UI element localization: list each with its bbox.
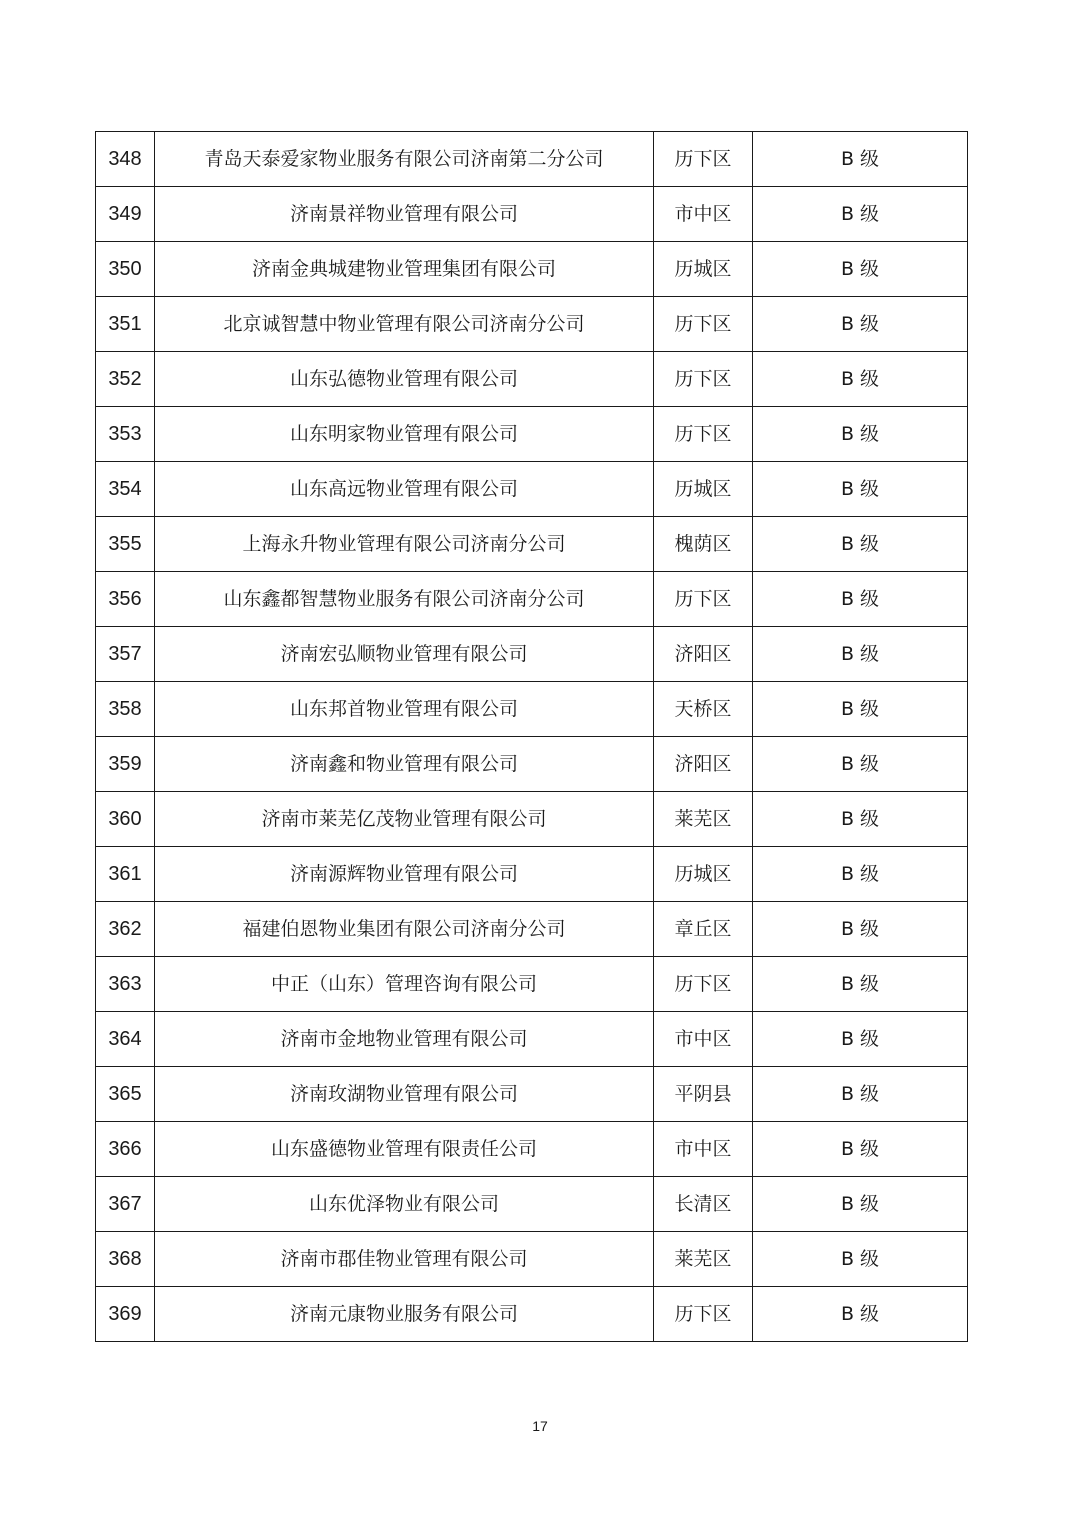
rating-grade: B 级 <box>753 187 968 242</box>
row-number: 367 <box>96 1177 155 1232</box>
district: 平阴县 <box>654 1067 753 1122</box>
district: 历城区 <box>654 242 753 297</box>
row-number: 348 <box>96 132 155 187</box>
table-row <box>96 407 968 462</box>
district: 历下区 <box>654 297 753 352</box>
company-name: 山东弘德物业管理有限公司 <box>155 352 654 407</box>
table-body <box>96 132 968 1342</box>
district: 市中区 <box>654 1012 753 1067</box>
company-name: 上海永升物业管理有限公司济南分公司 <box>155 517 654 572</box>
table-row <box>96 627 968 682</box>
rating-grade: B 级 <box>753 1067 968 1122</box>
company-name: 济南玫湖物业管理有限公司 <box>155 1067 654 1122</box>
district: 历下区 <box>654 572 753 627</box>
company-name: 济南市郡佳物业管理有限公司 <box>155 1232 654 1287</box>
company-name: 山东鑫都智慧物业服务有限公司济南分公司 <box>155 572 654 627</box>
company-name: 济南元康物业服务有限公司 <box>155 1287 654 1342</box>
company-name: 中正（山东）管理咨询有限公司 <box>155 957 654 1012</box>
table-row <box>96 1287 968 1342</box>
row-number: 364 <box>96 1012 155 1067</box>
rating-grade: B 级 <box>753 792 968 847</box>
company-name: 济南鑫和物业管理有限公司 <box>155 737 654 792</box>
district: 历城区 <box>654 462 753 517</box>
row-number: 352 <box>96 352 155 407</box>
row-number: 369 <box>96 1287 155 1342</box>
company-name: 济南市金地物业管理有限公司 <box>155 1012 654 1067</box>
company-name: 济南源辉物业管理有限公司 <box>155 847 654 902</box>
table-row <box>96 1232 968 1287</box>
row-number: 351 <box>96 297 155 352</box>
table-row <box>96 957 968 1012</box>
rating-grade: B 级 <box>753 847 968 902</box>
rating-grade: B 级 <box>753 352 968 407</box>
district: 市中区 <box>654 1122 753 1177</box>
rating-grade: B 级 <box>753 1122 968 1177</box>
table-row <box>96 572 968 627</box>
company-name: 山东盛德物业管理有限责任公司 <box>155 1122 654 1177</box>
table-row <box>96 462 968 517</box>
table-row <box>96 517 968 572</box>
rating-grade: B 级 <box>753 1232 968 1287</box>
company-name: 北京诚智慧中物业管理有限公司济南分公司 <box>155 297 654 352</box>
row-number: 354 <box>96 462 155 517</box>
rating-grade: B 级 <box>753 1012 968 1067</box>
rating-grade: B 级 <box>753 627 968 682</box>
district: 历下区 <box>654 957 753 1012</box>
company-name: 山东高远物业管理有限公司 <box>155 462 654 517</box>
rating-grade: B 级 <box>753 242 968 297</box>
district: 莱芜区 <box>654 1232 753 1287</box>
table-row <box>96 682 968 737</box>
district: 历下区 <box>654 1287 753 1342</box>
rating-grade: B 级 <box>753 572 968 627</box>
table-row <box>96 1067 968 1122</box>
row-number: 357 <box>96 627 155 682</box>
row-number: 362 <box>96 902 155 957</box>
table-row <box>96 132 968 187</box>
row-number: 353 <box>96 407 155 462</box>
rating-grade: B 级 <box>753 1177 968 1232</box>
company-name: 山东优泽物业有限公司 <box>155 1177 654 1232</box>
rating-grade: B 级 <box>753 737 968 792</box>
table-row <box>96 352 968 407</box>
row-number: 358 <box>96 682 155 737</box>
company-name: 济南市莱芜亿茂物业管理有限公司 <box>155 792 654 847</box>
table-row <box>96 1122 968 1177</box>
company-name: 福建伯恩物业集团有限公司济南分公司 <box>155 902 654 957</box>
table-row <box>96 1012 968 1067</box>
row-number: 355 <box>96 517 155 572</box>
rating-grade: B 级 <box>753 407 968 462</box>
district: 济阳区 <box>654 627 753 682</box>
district: 莱芜区 <box>654 792 753 847</box>
district: 章丘区 <box>654 902 753 957</box>
row-number: 349 <box>96 187 155 242</box>
table-row <box>96 737 968 792</box>
page-number: 17 <box>532 1418 548 1434</box>
table-row <box>96 242 968 297</box>
company-name: 山东明家物业管理有限公司 <box>155 407 654 462</box>
district: 历下区 <box>654 132 753 187</box>
company-name: 青岛天泰爱家物业服务有限公司济南第二分公司 <box>155 132 654 187</box>
row-number: 361 <box>96 847 155 902</box>
rating-grade: B 级 <box>753 297 968 352</box>
district: 历下区 <box>654 352 753 407</box>
company-rating-table <box>95 131 968 1342</box>
row-number: 365 <box>96 1067 155 1122</box>
rating-grade: B 级 <box>753 902 968 957</box>
company-name: 山东邦首物业管理有限公司 <box>155 682 654 737</box>
row-number: 368 <box>96 1232 155 1287</box>
district: 济阳区 <box>654 737 753 792</box>
table-row <box>96 847 968 902</box>
row-number: 360 <box>96 792 155 847</box>
district: 长清区 <box>654 1177 753 1232</box>
table-row <box>96 1177 968 1232</box>
district: 市中区 <box>654 187 753 242</box>
row-number: 356 <box>96 572 155 627</box>
rating-grade: B 级 <box>753 132 968 187</box>
rating-grade: B 级 <box>753 682 968 737</box>
table-row <box>96 792 968 847</box>
rating-grade: B 级 <box>753 957 968 1012</box>
table-row <box>96 297 968 352</box>
rating-grade: B 级 <box>753 1287 968 1342</box>
company-name: 济南金典城建物业管理集团有限公司 <box>155 242 654 297</box>
row-number: 350 <box>96 242 155 297</box>
company-name: 济南宏弘顺物业管理有限公司 <box>155 627 654 682</box>
rating-grade: B 级 <box>753 517 968 572</box>
table-row <box>96 187 968 242</box>
table-row <box>96 902 968 957</box>
row-number: 363 <box>96 957 155 1012</box>
row-number: 366 <box>96 1122 155 1177</box>
company-name: 济南景祥物业管理有限公司 <box>155 187 654 242</box>
district: 历城区 <box>654 847 753 902</box>
district: 槐荫区 <box>654 517 753 572</box>
row-number: 359 <box>96 737 155 792</box>
district: 天桥区 <box>654 682 753 737</box>
district: 历下区 <box>654 407 753 462</box>
rating-grade: B 级 <box>753 462 968 517</box>
